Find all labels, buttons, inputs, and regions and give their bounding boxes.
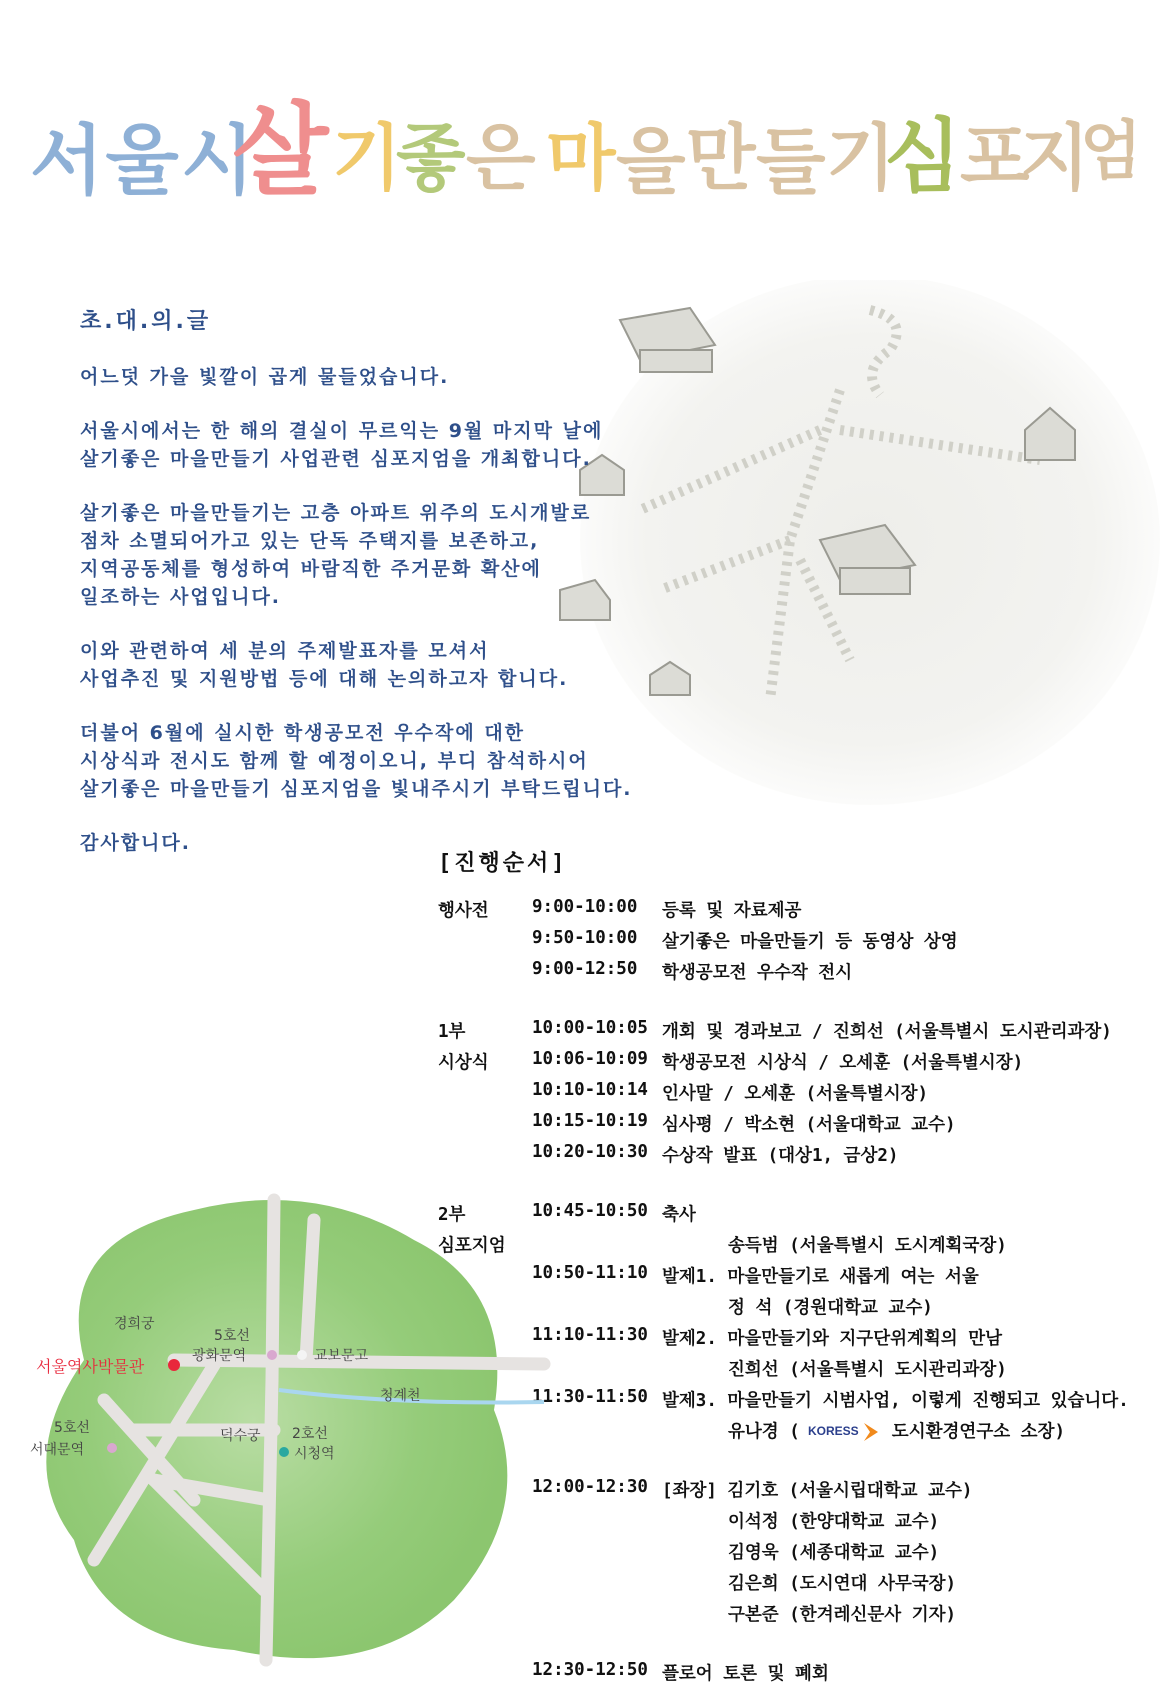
program-desc: 발제3. 마을만들기 시범사업, 이렇게 진행되고 있습니다. — [662, 1391, 1129, 1411]
program-row — [438, 1018, 1158, 1049]
program-sub-text: 도시환경연구소 소장) — [891, 1422, 1066, 1442]
museum-marker — [168, 1359, 180, 1371]
invitation-line: 살기좋은 마을만들기 심포지엄을 빛내주시기 부탁드립니다. — [80, 778, 633, 800]
invitation-paragraph — [80, 417, 680, 473]
invitation-body — [80, 363, 680, 857]
map-label-line5b: 5호선 — [54, 1420, 90, 1436]
program-sub-text: 진희선 (서울특별시 도시관리과장) — [728, 1360, 1007, 1380]
program-time: 9:00-10:00 — [532, 897, 638, 917]
program-row — [438, 1080, 1158, 1111]
map-label-gyeonghuigung: 경희궁 — [114, 1316, 155, 1332]
program-time: 11:30-11:50 — [532, 1387, 648, 1407]
program-sub — [728, 1294, 933, 1319]
title-jo: 좋 — [396, 116, 468, 200]
program-sub-text: 김영욱 (세종대학교 교수) — [728, 1543, 940, 1563]
title-sim: 심 — [884, 110, 964, 203]
program-sub-text: 김은희 (도시연대 사무국장) — [728, 1574, 957, 1594]
gwanghwamun-marker — [267, 1350, 277, 1360]
map-label-cityhall: 시청역 — [294, 1446, 335, 1462]
program-time: 12:00-12:30 — [532, 1477, 648, 1497]
invitation-paragraph — [80, 363, 680, 391]
program-sub-text: 이석정 (한양대학교 교수) — [728, 1512, 940, 1532]
program-sub-text: 구본준 (한겨레신문사 기자) — [728, 1605, 957, 1625]
map-label-museum: 서울역사박물관 — [36, 1357, 145, 1376]
program-desc: 인사말 / 오세훈 (서울특별시장) — [662, 1084, 929, 1104]
program-title: [진행순서] — [438, 851, 568, 876]
title-eul: 을 — [616, 120, 688, 204]
program-sub — [728, 1539, 939, 1564]
program-time: 9:50-10:00 — [532, 928, 638, 948]
program-sub — [728, 1601, 956, 1626]
program-row — [438, 1111, 1158, 1142]
program-row — [438, 897, 1158, 928]
program-time: 10:15-10:19 — [532, 1111, 648, 1131]
program-time: 10:20-10:30 — [532, 1142, 648, 1162]
program-desc: 등록 및 자료제공 — [662, 901, 802, 921]
invitation-line: 살기좋은 마을만들기 사업관련 심포지엄을 개최합니다. — [80, 448, 592, 470]
program-row — [438, 990, 1158, 1018]
map-label-gwanghwamun: 광화문역 — [192, 1348, 247, 1364]
invitation-paragraph — [80, 637, 680, 693]
title-seoulsi: 서울시 — [30, 116, 257, 205]
cityhall-marker — [279, 1447, 289, 1457]
invitation-line: 지역공동체를 형성하여 바람직한 주거문화 확산에 — [80, 558, 542, 580]
koress-logo-text: KORESS — [807, 1424, 859, 1438]
invitation-line: 시상식과 전시도 함께 할 예정이오니, 부디 참석하시어 — [80, 750, 589, 772]
invitation-line: 점차 소멸되어가고 있는 단독 주택지를 보존하고, — [80, 530, 540, 552]
program-sub — [728, 1570, 956, 1595]
program-desc: 살기좋은 마을만들기 등 동영상 상영 — [662, 932, 958, 952]
title-sal: 살 — [232, 92, 331, 209]
program-desc: 축사 — [662, 1205, 696, 1225]
invitation-line: 일조하는 사업입니다. — [80, 586, 282, 608]
program-time: 10:10-10:14 — [532, 1080, 648, 1100]
program-desc: 발제2. 마을만들기와 지구단위계획의 만남 — [662, 1329, 1003, 1349]
program-row — [438, 928, 1158, 959]
map-label-line2: 2호선 — [292, 1426, 328, 1442]
program-sub — [728, 1232, 1007, 1257]
page-title — [0, 60, 1163, 220]
title-man: 만 — [686, 116, 758, 200]
program-sub — [728, 1356, 1007, 1381]
program-section: 2부 — [438, 1205, 466, 1225]
program-row — [438, 1142, 1158, 1173]
map-label-cheonggyecheon: 청계천 — [380, 1388, 421, 1404]
invitation-letter — [80, 304, 680, 883]
invitation-line: 사업추진 및 지원방법 등에 대해 논의하고자 합니다. — [80, 668, 569, 690]
program-section: 시상식 — [438, 1053, 489, 1073]
program-desc: 학생공모전 시상식 / 오세훈 (서울특별시장) — [662, 1053, 1024, 1073]
seodaemun-marker — [107, 1443, 117, 1453]
program-section: 1부 — [438, 1022, 466, 1042]
invitation-heading: 초.대.의.글 — [80, 309, 212, 334]
title-ji: 지 — [1020, 116, 1092, 200]
program-time: 10:00-10:05 — [532, 1018, 648, 1038]
program-section: 행사전 — [438, 901, 489, 921]
program-time: 10:45-10:50 — [532, 1201, 648, 1221]
program-desc: 발제1. 마을만들기로 새롭게 여는 서울 — [662, 1267, 979, 1287]
title-gi2: 기 — [826, 116, 898, 200]
invitation-line: 서울시에서는 한 해의 결실이 무르익는 9월 마지막 날에 — [80, 420, 604, 442]
program-desc: 수상작 발표 (대상1, 금상2) — [662, 1146, 899, 1166]
invitation-line: 살기좋은 마을만들기는 고층 아파트 위주의 도시개발로 — [80, 502, 592, 524]
program-time: 12:30-12:50 — [532, 1660, 648, 1680]
title-gi: 기 — [332, 116, 404, 200]
program-sub-text: 정 석 (경원대학교 교수) — [728, 1298, 933, 1318]
program-desc: [좌장] 김기호 (서울시립대학교 교수) — [662, 1481, 973, 1501]
program-sub-text: 송득범 (서울특별시 도시계획국장) — [728, 1236, 1007, 1256]
program-section: 심포지엄 — [438, 1236, 506, 1256]
program-sub — [728, 1508, 939, 1533]
program-time: 9:00-12:50 — [532, 959, 638, 979]
program-sub — [728, 1418, 1065, 1445]
invitation-line: 어느덧 가을 빛깔이 곱게 물들었습니다. — [80, 366, 450, 388]
program-time: 11:10-11:30 — [532, 1325, 648, 1345]
program-desc: 개회 및 경과보고 / 진희선 (서울특별시 도시관리과장) — [662, 1022, 1112, 1042]
title-eom: 엄 — [1080, 115, 1144, 189]
program-desc: 플로어 토론 및 폐회 — [662, 1664, 829, 1684]
program-desc: 심사평 / 박소현 (서울대학교 교수) — [662, 1115, 956, 1135]
map-label-line5a: 5호선 — [214, 1328, 250, 1344]
program-row — [438, 1049, 1158, 1080]
invitation-line: 더불어 6월에 실시한 학생공모전 우수작에 대한 — [80, 722, 526, 744]
kyobo-marker — [297, 1350, 307, 1360]
invitation-paragraph — [80, 719, 680, 803]
program-row — [438, 959, 1158, 990]
invitation-paragraph — [80, 499, 680, 611]
map-label-kyobo: 교보문고 — [314, 1348, 369, 1364]
invitation-line: 이와 관련하여 세 분의 주제발표자를 모셔서 — [80, 640, 490, 662]
location-map — [14, 1180, 574, 1680]
program-time: 10:06-10:09 — [532, 1049, 648, 1069]
title-po: 포 — [960, 116, 1032, 200]
program-desc: 학생공모전 우수작 전시 — [662, 963, 853, 983]
program-time: 10:50-11:10 — [532, 1263, 648, 1283]
invitation-line: 감사합니다. — [80, 832, 191, 854]
title-ma: 마 — [546, 116, 618, 200]
map-label-seodaemun: 서대문역 — [30, 1442, 85, 1458]
program-sub-text: 유나경 ( — [728, 1422, 800, 1442]
map-label-deoksugung: 덕수궁 — [220, 1428, 261, 1444]
title-eun: 은 — [466, 116, 538, 200]
koress-logo-icon — [806, 1419, 886, 1445]
title-deul: 들 — [756, 120, 828, 204]
